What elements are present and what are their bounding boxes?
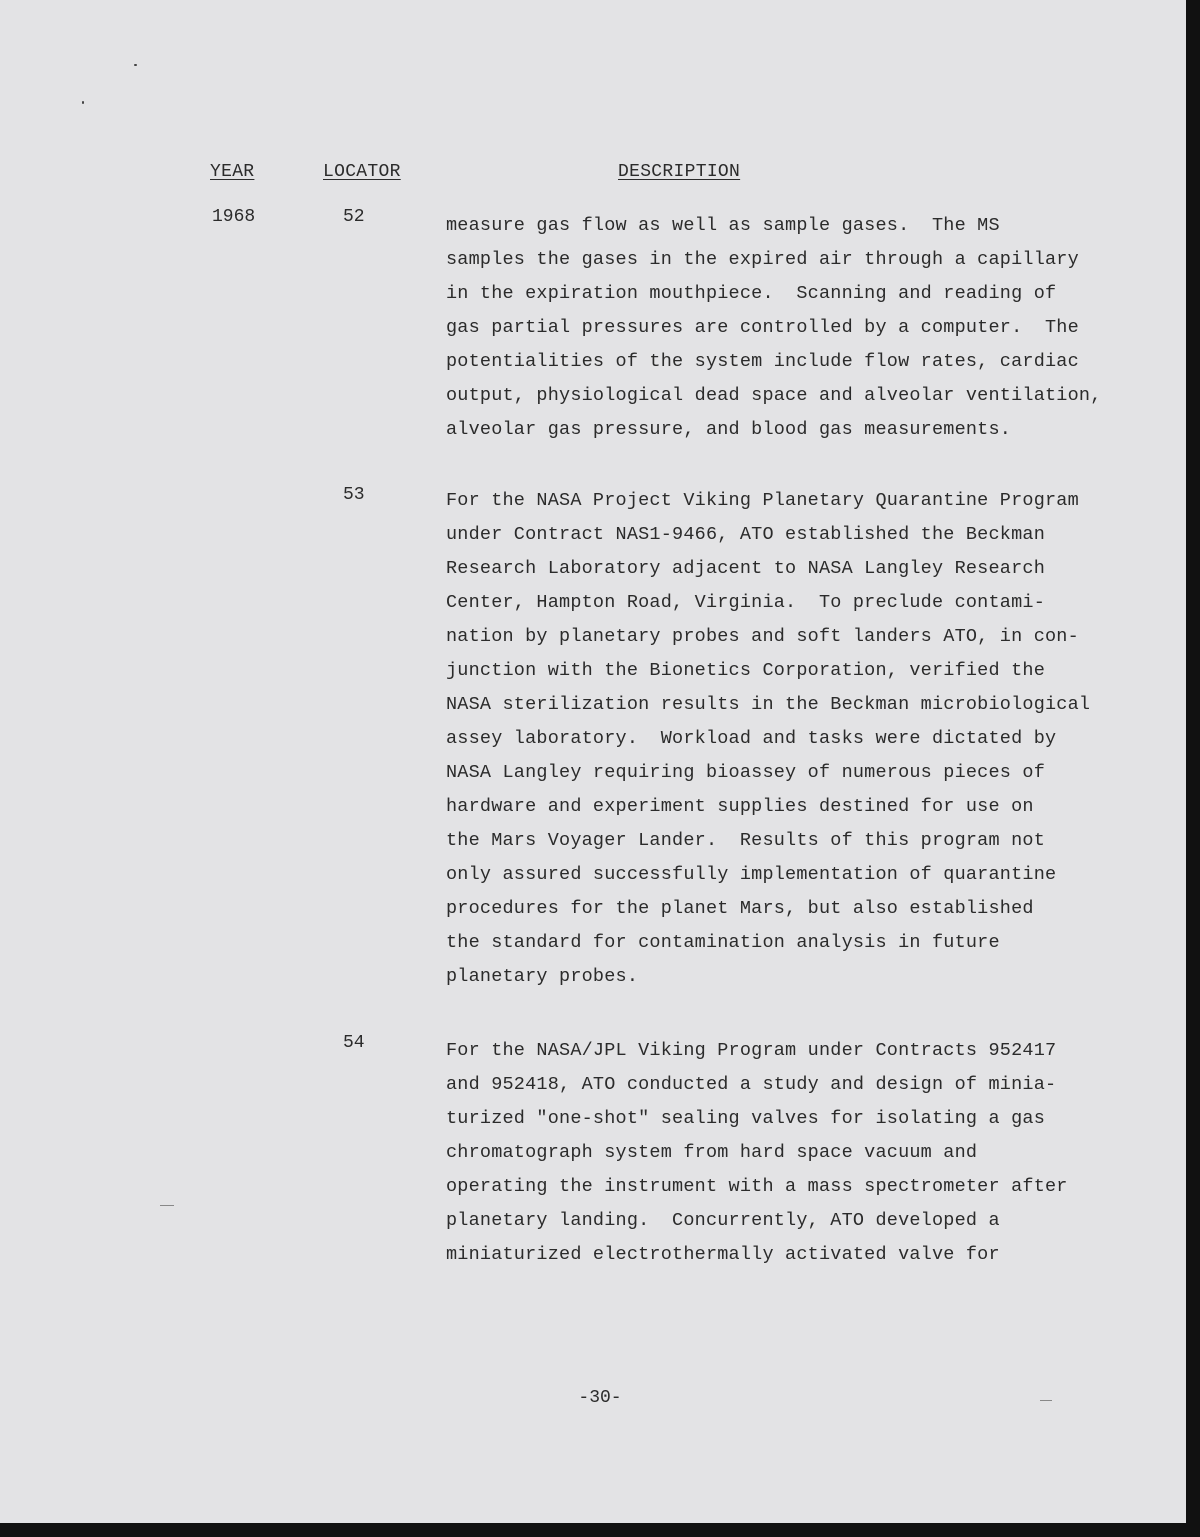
entry-year: 1968 — [212, 207, 256, 227]
description-line: procedures for the planet Mars, but also established — [446, 898, 1034, 919]
entry-description — [446, 1034, 1116, 1272]
year-column-header: YEAR — [210, 162, 255, 182]
description-line: planetary landing. Concurrently, ATO developed a — [446, 1210, 1000, 1231]
entry-description — [446, 209, 1116, 447]
page-number: -30- — [578, 1388, 622, 1408]
paper-mark — [160, 1205, 174, 1206]
description-line: gas partial pressures are controlled by a computer. The — [446, 317, 1079, 338]
description-line: hardware and experiment supplies destined for use on — [446, 796, 1034, 817]
description-line: operating the instrument with a mass spectrometer after — [446, 1176, 1068, 1197]
entry-description — [446, 484, 1116, 994]
entry-locator: 53 — [343, 485, 365, 505]
description-line: Center, Hampton Road, Virginia. To preclude contami- — [446, 592, 1045, 613]
paper-speck — [134, 64, 137, 66]
description-line: samples the gases in the expired air through a capillary — [446, 249, 1079, 270]
description-line: measure gas flow as well as sample gases. The MS — [446, 215, 1000, 236]
description-line: potentialities of the system include flow rates, cardiac — [446, 351, 1079, 372]
description-line: NASA Langley requiring bioassey of numerous pieces of — [446, 762, 1045, 783]
description-line: For the NASA/JPL Viking Program under Contracts 952417 — [446, 1040, 1057, 1061]
description-line: miniaturized electrothermally activated valve for — [446, 1244, 1000, 1265]
description-column-header: DESCRIPTION — [618, 162, 741, 182]
description-line: NASA sterilization results in the Beckman microbiological — [446, 694, 1091, 715]
description-line: assey laboratory. Workload and tasks were dictated by — [446, 728, 1057, 749]
description-line: and 952418, ATO conducted a study and design of minia- — [446, 1074, 1057, 1095]
description-line: output, physiological dead space and alveolar ventilation, — [446, 385, 1102, 406]
description-line: Research Laboratory adjacent to NASA Langley Research — [446, 558, 1045, 579]
description-line: in the expiration mouthpiece. Scanning and reading of — [446, 283, 1057, 304]
description-line: For the NASA Project Viking Planetary Quarantine Program — [446, 490, 1079, 511]
locator-column-header: LOCATOR — [323, 162, 401, 182]
description-line: the standard for contamination analysis in future — [446, 932, 1000, 953]
description-line: turized "one-shot" sealing valves for isolating a gas — [446, 1108, 1045, 1129]
description-line: the Mars Voyager Lander. Results of this program not — [446, 830, 1045, 851]
description-line: under Contract NAS1-9466, ATO established the Beckman — [446, 524, 1045, 545]
description-line: junction with the Bionetics Corporation, verified the — [446, 660, 1045, 681]
entry-locator: 54 — [343, 1033, 365, 1053]
description-line: alveolar gas pressure, and blood gas measurements. — [446, 419, 1012, 440]
paper-speck — [82, 101, 84, 104]
description-line: chromatograph system from hard space vacuum and — [446, 1142, 978, 1163]
description-line: only assured successfully implementation of quarantine — [446, 864, 1057, 885]
description-line: planetary probes. — [446, 966, 639, 987]
entry-locator: 52 — [343, 207, 365, 227]
description-line: nation by planetary probes and soft landers ATO, in con- — [446, 626, 1079, 647]
